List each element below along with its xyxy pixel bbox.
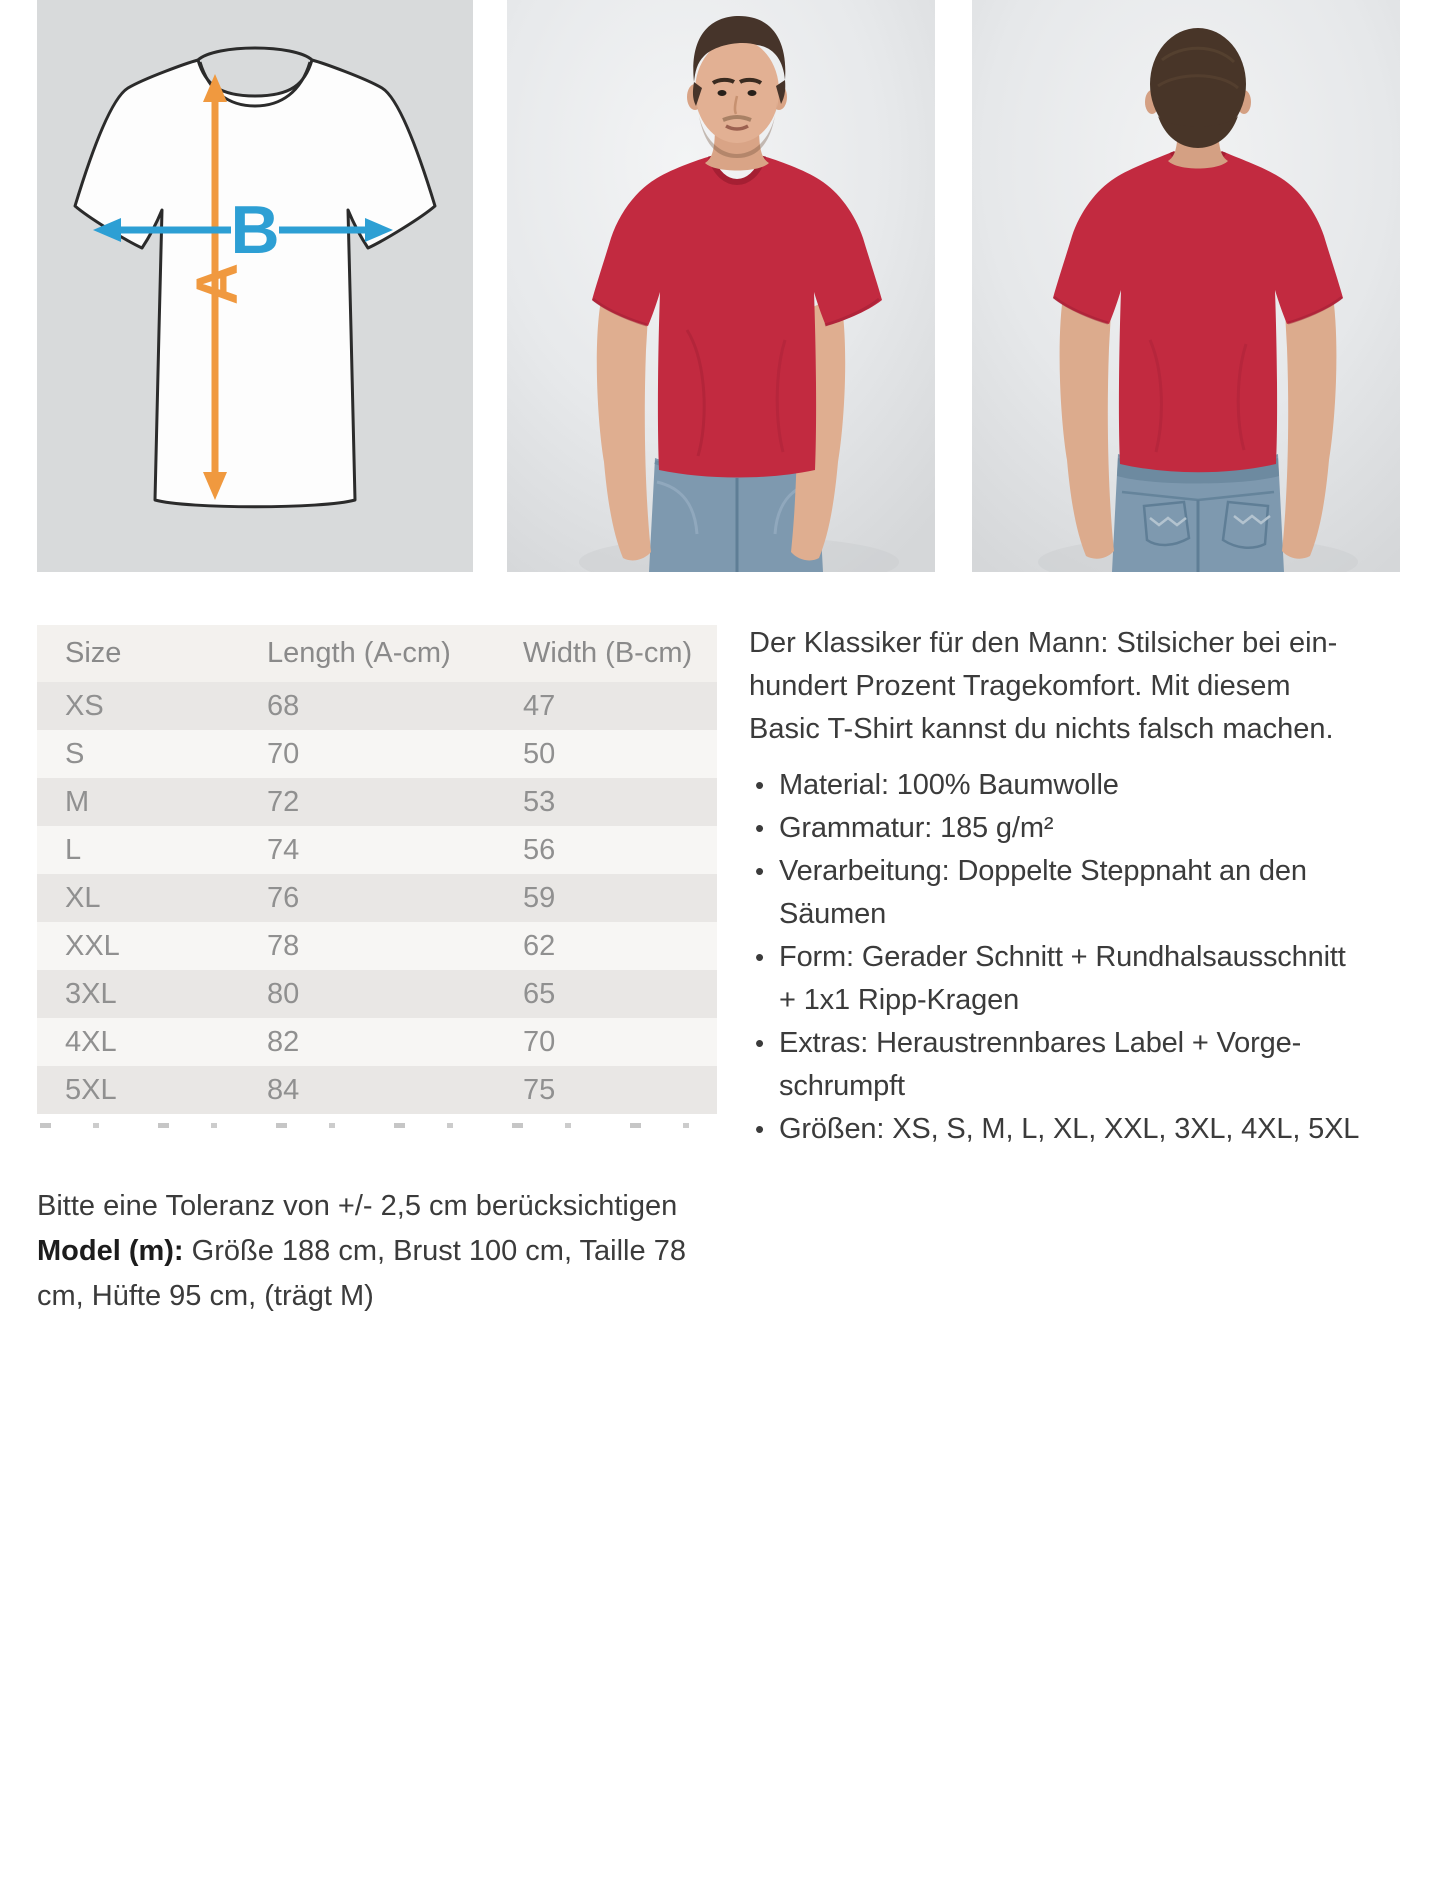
tshirt-outline <box>75 60 435 507</box>
size-table-row <box>37 970 717 1018</box>
cell-size: S <box>65 737 85 770</box>
description-bullet <box>749 936 1367 1022</box>
description-bullets <box>749 764 1367 1151</box>
size-table-row <box>37 1066 717 1114</box>
size-diagram-image[interactable] <box>37 0 473 572</box>
bullet-text: Extras: Heraustrennbares Label + Vorgeschrumpft <box>779 1027 1302 1102</box>
description-bullet <box>749 850 1367 936</box>
model-front-illustration <box>507 0 935 572</box>
model-label: Model (m): <box>37 1235 184 1267</box>
cell-width: 75 <box>523 1073 556 1106</box>
diagram-label-a: A <box>185 263 250 305</box>
size-table-row <box>37 730 717 778</box>
cell-length: 82 <box>267 1025 300 1058</box>
bullet-text: Material: 100% Baumwolle <box>779 769 1119 801</box>
bullet-icon <box>755 1108 764 1151</box>
size-table-row <box>37 682 717 730</box>
description-bullet <box>749 1108 1367 1151</box>
cell-width: 47 <box>523 689 556 722</box>
cell-width: 53 <box>523 785 556 818</box>
model-photo-back[interactable] <box>972 0 1400 572</box>
cell-length: 78 <box>267 929 300 962</box>
cell-length: 72 <box>267 785 300 818</box>
bullet-text: Form: Gerader Schnitt + Rundhalsausschnitt + 1x1 Ripp-Kragen <box>779 941 1346 1016</box>
product-description <box>749 622 1367 1151</box>
description-bullet <box>749 1022 1367 1108</box>
cell-length: 84 <box>267 1073 300 1106</box>
description-intro: Der Klassiker für den Mann: Stilsicher bei einhundert Prozent Tragekomfort. Mit diesem Basic T-Shirt kannst du nichts falsch machen. <box>749 627 1338 745</box>
cell-size: XS <box>65 689 104 722</box>
column-header-length: Length (A-cm) <box>267 637 451 669</box>
bullet-text: Größen: XS, S, M, L, XL, XXL, 3XL, 4XL, 5XL <box>779 1113 1360 1145</box>
cell-length: 74 <box>267 833 300 866</box>
tolerance-note: Bitte eine Toleranz von +/- 2,5 cm berücksichtigen <box>37 1190 678 1222</box>
cell-length: 80 <box>267 977 300 1010</box>
cell-size: XXL <box>65 929 120 962</box>
cell-size: M <box>65 785 90 818</box>
size-table-row <box>37 874 717 922</box>
model-measurements <box>37 1229 687 1319</box>
bullet-text: Grammatur: 185 g/m² <box>779 812 1054 844</box>
size-table-row <box>37 778 717 826</box>
clipped-row-remnant <box>40 1123 695 1128</box>
bullet-icon <box>755 807 764 850</box>
size-table-row <box>37 922 717 970</box>
size-table <box>37 625 717 1114</box>
size-table-row <box>37 1018 717 1066</box>
cell-size: 5XL <box>65 1073 117 1106</box>
cell-length: 76 <box>267 881 300 914</box>
size-table-header <box>37 625 717 682</box>
cell-length: 70 <box>267 737 300 770</box>
cell-size: 4XL <box>65 1025 117 1058</box>
model-back-illustration <box>972 0 1400 572</box>
cell-width: 56 <box>523 833 556 866</box>
bullet-text: Verarbeitung: Doppelte Steppnaht an den Säumen <box>779 855 1307 930</box>
bullet-icon <box>755 850 764 893</box>
diagram-label-b: B <box>230 192 280 268</box>
column-header-size: Size <box>65 637 122 669</box>
bullet-icon <box>755 764 764 807</box>
description-bullet <box>749 807 1367 850</box>
cell-width: 59 <box>523 881 556 914</box>
cell-length: 68 <box>267 689 300 722</box>
column-header-width: Width (B-cm) <box>523 637 693 669</box>
bullet-icon <box>755 1022 764 1065</box>
cell-width: 50 <box>523 737 556 770</box>
description-bullet <box>749 764 1367 807</box>
cell-width: 62 <box>523 929 556 962</box>
size-table-row <box>37 826 717 874</box>
size-table-body <box>37 682 717 1114</box>
model-text: Größe 188 cm, Brust 100 cm, Taille 78 cm, Hüfte 95 cm, (trägt M) <box>37 1235 686 1312</box>
cell-width: 70 <box>523 1025 556 1058</box>
tshirt-measure-diagram <box>37 0 473 572</box>
cell-size: L <box>65 833 82 866</box>
bullet-icon <box>755 936 764 979</box>
cell-size: 3XL <box>65 977 117 1010</box>
model-photo-front[interactable] <box>507 0 935 572</box>
measurement-note <box>37 1184 687 1319</box>
cell-width: 65 <box>523 977 556 1010</box>
cell-size: XL <box>65 881 101 914</box>
